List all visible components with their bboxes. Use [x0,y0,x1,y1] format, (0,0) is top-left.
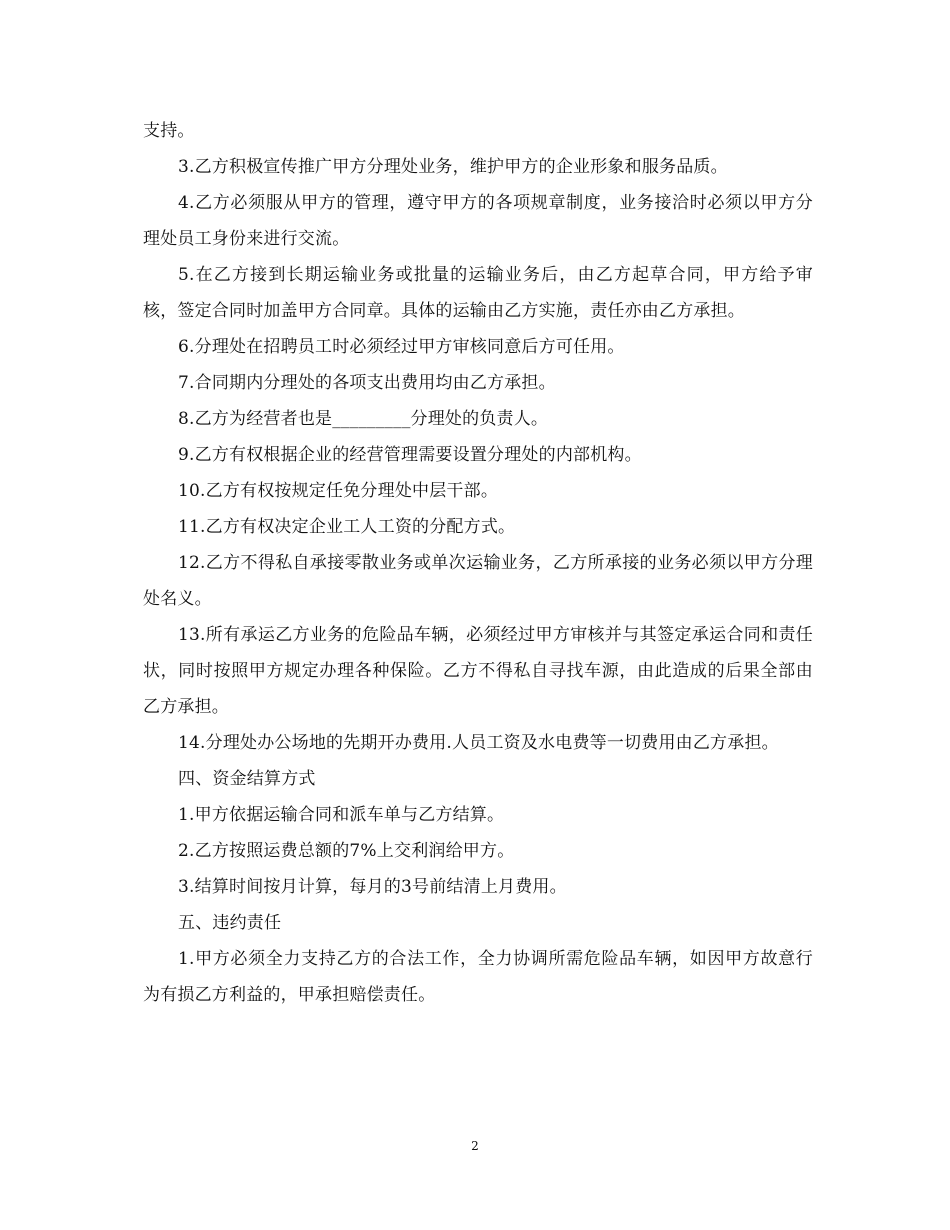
clause-13: 13.所有承运乙方业务的危险品车辆，必须经过甲方审核并与其签定承运合同和责任状，同时按照甲方规定办理各种保险。乙方不得私自寻找车源，由此造成的后果全部由乙方承担。 [143,625,813,717]
clause-3: 3.乙方积极宣传推广甲方分理处业务，维护甲方的企业形象和服务品质。 [178,157,728,177]
clause-11: 11.乙方有权决定企业工人工资的分配方式。 [178,517,516,537]
clause-9: 9.乙方有权根据企业的经营管理需要设置分理处的内部机构。 [178,445,642,465]
clause-7: 7.合同期内分理处的各项支出费用均由乙方承担。 [178,373,556,393]
clause-14: 14.分理处办公场地的先期开办费用.人员工资及水电费等一切费用由乙方承担。 [178,733,779,753]
section-heading-settlement: 四、资金结算方式 [178,769,316,789]
page-number: 2 [471,1139,479,1153]
clause-5: 5.在乙方接到长期运输业务或批量的运输业务后，由乙方起草合同，甲方给予审核，签定合同时加盖甲方合同章。具体的运输由乙方实施，责任亦由乙方承担。 [143,265,813,321]
section-heading-liability: 五、违约责任 [178,913,282,933]
settlement-clause-2: 2.乙方按照运费总额的7%上交利润给甲方。 [178,841,515,861]
liability-clause-1: 1.甲方必须全力支持乙方的合法工作，全力协调所需危险品车辆，如因甲方故意行为有损乙方利益的，甲承担赔偿责任。 [143,949,813,1005]
clause-8: 8.乙方为经营者也是_________分理处的负责人。 [178,409,549,429]
clause-4: 4.乙方必须服从甲方的管理，遵守甲方的各项规章制度，业务接洽时必须以甲方分理处员工身份来进行交流。 [143,193,813,249]
document-body [143,113,813,1013]
clause-6: 6.分理处在招聘员工时必须经过甲方审核同意后方可任用。 [178,337,625,357]
clause-10: 10.乙方有权按规定任免分理处中层干部。 [178,481,499,501]
paragraph-continuation: 支持。 [143,121,195,141]
clause-12: 12.乙方不得私自承接零散业务或单次运输业务，乙方所承接的业务必须以甲方分理处名义。 [143,553,813,609]
settlement-clause-1: 1.甲方依据运输合同和派车单与乙方结算。 [178,805,505,825]
settlement-clause-3: 3.结算时间按月计算，每月的3号前结清上月费用。 [178,877,567,897]
